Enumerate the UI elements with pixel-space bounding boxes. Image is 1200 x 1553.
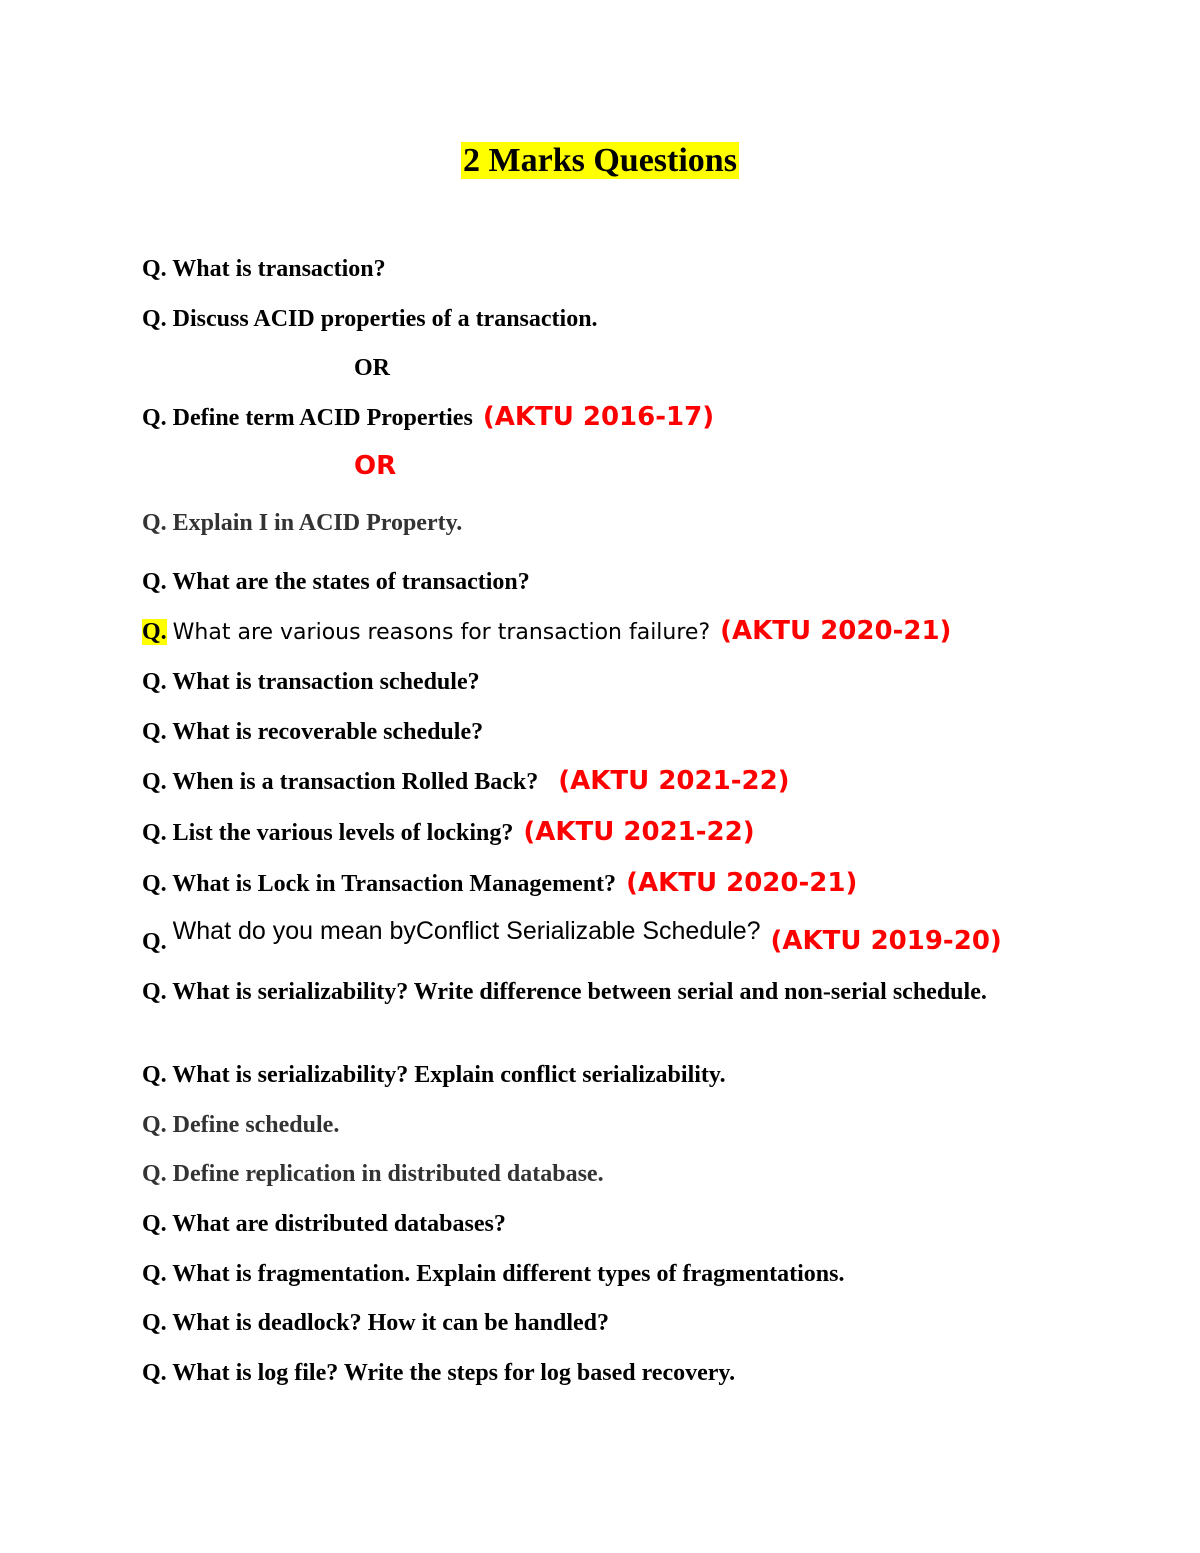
page-title	[0, 140, 1200, 182]
question-text: What is Lock in Transaction Management?	[172, 871, 617, 897]
question-text: What are the states of transaction?	[172, 569, 530, 595]
question-prefix: Q.	[142, 1211, 167, 1237]
question-item	[142, 1157, 1042, 1191]
question-text: What is serializability? Explain conflict serializability.	[172, 1062, 726, 1088]
question-item	[142, 1306, 1042, 1340]
question-item	[142, 715, 1042, 749]
question-text: List the various levels of locking?	[172, 820, 514, 846]
question-prefix: Q.	[142, 569, 167, 595]
aktu-year-tag: (AKTU 2020-21)	[720, 616, 952, 646]
question-text: Discuss ACID properties of a transaction.	[172, 306, 598, 332]
question-prefix-highlighted: Q.	[142, 619, 167, 645]
or-separator: OR	[354, 355, 390, 381]
question-prefix: Q.	[142, 510, 167, 536]
question-prefix: Q.	[142, 669, 167, 695]
question-item	[142, 614, 1042, 650]
aktu-year-tag: (AKTU 2016-17)	[482, 402, 715, 432]
question-prefix: Q.	[142, 979, 167, 1005]
question-text: Define replication in distributed database.	[172, 1161, 604, 1187]
question-item	[142, 764, 1042, 799]
question-item	[142, 1108, 1042, 1142]
question-prefix: Q.	[142, 1161, 167, 1187]
aktu-year-tag: (AKTU 2021-22)	[523, 817, 755, 847]
or-separator-red: OR	[354, 451, 397, 481]
question-prefix: Q.	[142, 820, 167, 846]
question-item	[142, 252, 1042, 286]
question-text: What are distributed databases?	[172, 1211, 506, 1237]
question-text: What is transaction?	[172, 256, 386, 282]
question-text: Define schedule.	[172, 1112, 340, 1138]
aktu-year-tag: (AKTU 2021-22)	[558, 766, 790, 796]
question-prefix: Q.	[142, 929, 167, 955]
question-text: What is recoverable schedule?	[172, 719, 484, 745]
question-text: Define term ACID Properties	[172, 405, 473, 431]
question-item	[142, 665, 1042, 699]
question-item	[142, 917, 1042, 959]
question-text: Explain I in ACID Property.	[172, 510, 463, 536]
question-item	[142, 302, 1042, 336]
question-item	[142, 506, 1042, 540]
question-prefix: Q.	[142, 256, 167, 282]
question-item	[142, 565, 1042, 599]
question-prefix: Q.	[142, 1112, 167, 1138]
question-prefix: Q.	[142, 1360, 167, 1386]
aktu-year-tag: (AKTU 2020-21)	[626, 868, 858, 898]
question-text: What do you mean byConflict Serializable Schedule?	[172, 917, 761, 945]
question-prefix: Q.	[142, 1310, 167, 1336]
question-text: When is a transaction Rolled Back?	[172, 769, 539, 795]
aktu-year-tag: (AKTU 2019-20)	[770, 926, 1002, 956]
question-prefix: Q.	[142, 871, 167, 897]
question-item	[142, 1356, 1042, 1390]
question-text: What is serializability? Write difference between serial and non-serial schedule.	[172, 979, 987, 1005]
question-item	[142, 1207, 1042, 1241]
question-item	[142, 815, 1042, 850]
question-text: What is deadlock? How it can be handled?	[172, 1310, 609, 1336]
question-text: What are various reasons for transaction failure?	[172, 620, 711, 645]
question-item	[142, 1058, 1042, 1092]
question-text: What is transaction schedule?	[172, 669, 480, 695]
question-text: What is log file? Write the steps for log based recovery.	[172, 1360, 736, 1386]
question-prefix: Q.	[142, 769, 167, 795]
question-prefix: Q.	[142, 405, 167, 431]
question-item	[142, 975, 1042, 1009]
question-prefix: Q.	[142, 719, 167, 745]
question-item	[142, 866, 1042, 901]
question-prefix: Q.	[142, 306, 167, 332]
question-text: What is fragmentation. Explain different types of fragmentations.	[172, 1261, 845, 1287]
question-item	[142, 400, 1042, 435]
question-prefix: Q.	[142, 1062, 167, 1088]
question-prefix: Q.	[142, 1261, 167, 1287]
page-title-text: 2 Marks Questions	[463, 142, 737, 179]
question-item	[142, 1257, 1042, 1291]
